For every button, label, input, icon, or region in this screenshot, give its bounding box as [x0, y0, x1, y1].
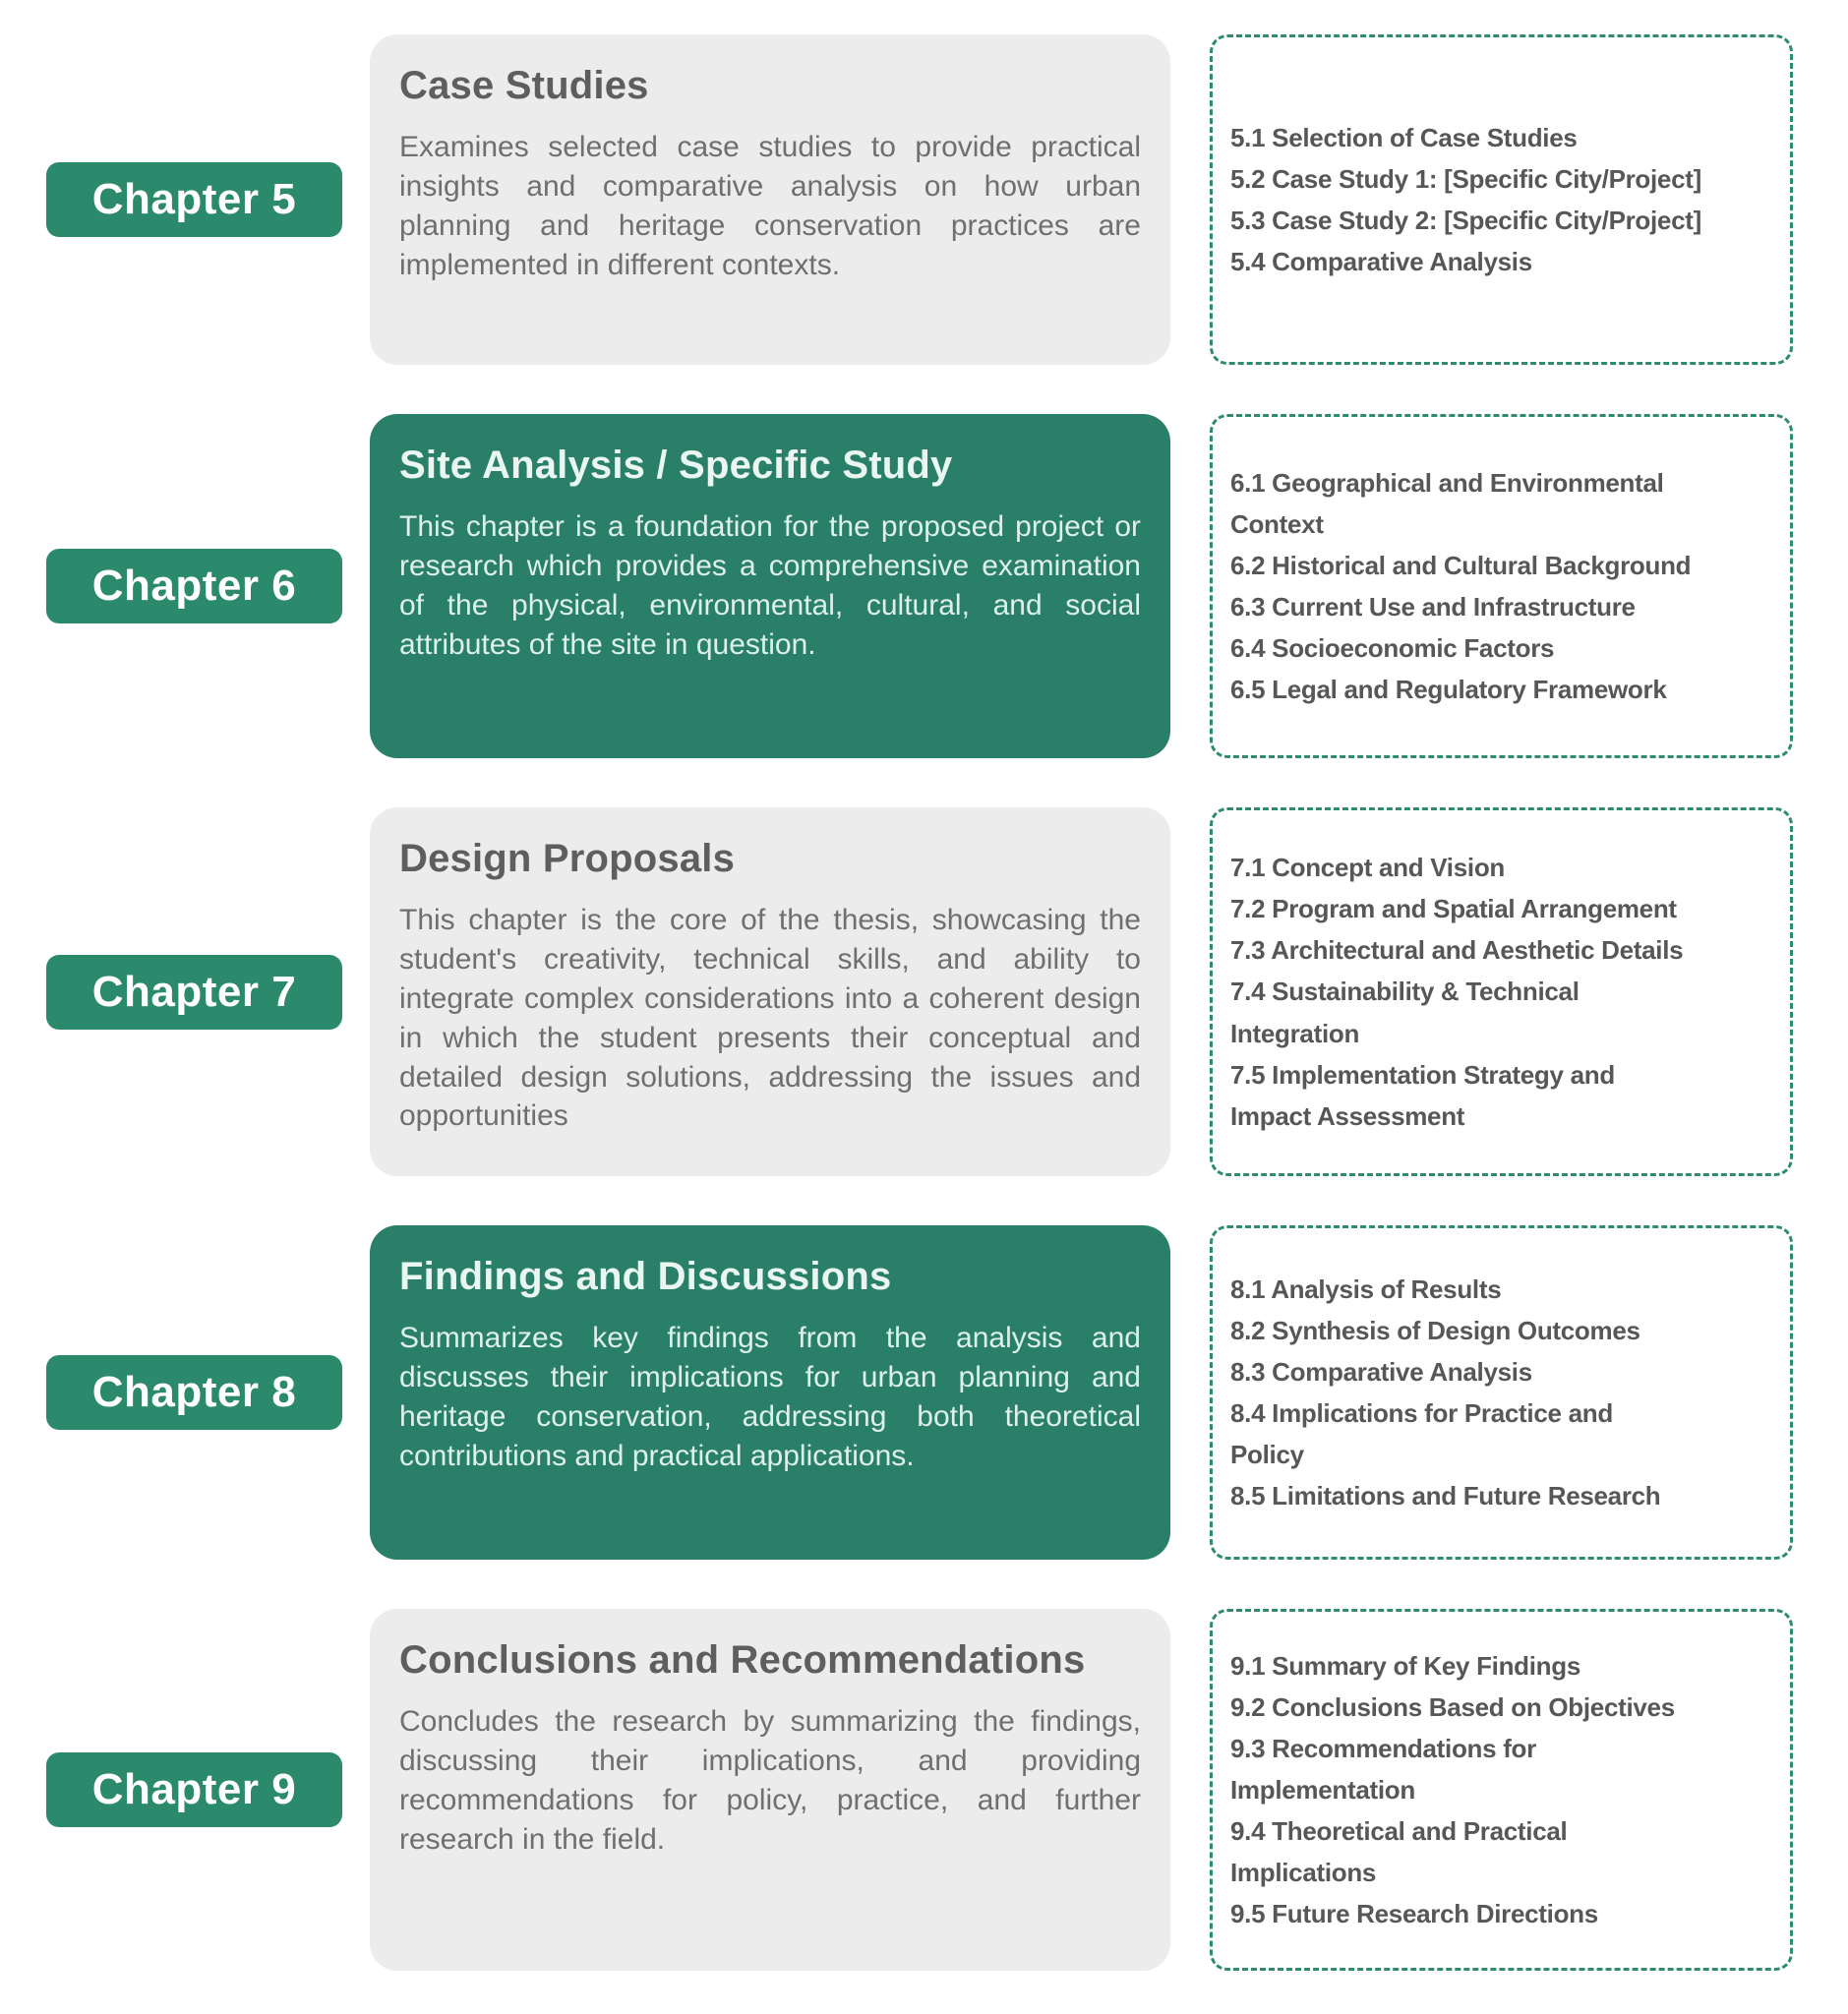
chapter-9-card: [370, 1609, 1170, 1971]
chapter-8-title: Findings and Discussions: [399, 1255, 892, 1298]
section-item: 7.5 Implementation Strategy and Impact Assessment: [1230, 1059, 1615, 1131]
chapter-5-title: Case Studies: [399, 64, 649, 107]
chapter-7-sections-column: [1210, 807, 1793, 1176]
chapter-6-badge-column: [46, 549, 370, 623]
chapter-6-card: [370, 414, 1170, 758]
section-item: 7.4 Sustainability & Technical Integration: [1230, 977, 1580, 1048]
chapter-5-sections-box: [1210, 34, 1793, 365]
chapter-8-row: [46, 1225, 1848, 1560]
chapter-7-badge: Chapter 7: [46, 955, 342, 1030]
section-item: 8.5 Limitations and Future Research: [1230, 1481, 1661, 1511]
chapter-8-description: Summarizes key findings from the analysis and discusses their implications for urban planning and heritage conservation, addressing both theoretical contributions and practical applications.: [399, 1322, 1141, 1472]
section-item: 8.2 Synthesis of Design Outcomes: [1230, 1315, 1640, 1345]
section-item: 8.4 Implications for Practice and Policy: [1230, 1398, 1613, 1470]
section-item: 6.1 Geographical and Environmental Context: [1230, 467, 1664, 539]
section-item: 8.3 Comparative Analysis: [1230, 1356, 1532, 1387]
section-item: 7.2 Program and Spatial Arrangement: [1230, 894, 1677, 924]
chapter-5-row: [46, 34, 1848, 365]
chapter-7-description: This chapter is the core of the thesis, showcasing the student's creativity, technical skills, and ability to integrate complex considerations into a coherent design in which the student presents their conceptual and detailed design solutions, addressing the issues and opportunities: [399, 904, 1141, 1133]
section-item: 9.4 Theoretical and Practical Implications: [1230, 1816, 1568, 1888]
chapter-7-row: [46, 807, 1848, 1176]
section-item: 9.3 Recommendations for Implementation: [1230, 1733, 1536, 1805]
chapter-6-sections-box: [1210, 414, 1793, 758]
section-item: 5.2 Case Study 1: [Specific City/Project]: [1230, 163, 1701, 194]
section-item: 9.2 Conclusions Based on Objectives: [1230, 1691, 1675, 1722]
section-item: 6.4 Socioeconomic Factors: [1230, 633, 1555, 664]
section-item: 7.1 Concept and Vision: [1230, 853, 1505, 883]
section-item: 7.3 Architectural and Aesthetic Details: [1230, 935, 1684, 966]
chapter-7-title: Design Proposals: [399, 837, 736, 880]
chapter-8-sections-box: [1210, 1225, 1793, 1560]
section-item: 9.1 Summary of Key Findings: [1230, 1650, 1580, 1681]
chapter-8-card: [370, 1225, 1170, 1560]
chapter-7-badge-column: [46, 955, 370, 1030]
chapter-6-sections-column: [1210, 414, 1793, 758]
section-item: 8.1 Analysis of Results: [1230, 1274, 1502, 1304]
chapter-5-badge: Chapter 5: [46, 162, 342, 237]
section-item: 6.5 Legal and Regulatory Framework: [1230, 675, 1667, 705]
section-item: 6.3 Current Use and Infrastructure: [1230, 592, 1636, 622]
chapter-7-card: [370, 807, 1170, 1176]
chapter-9-description: Concludes the research by summarizing the findings, discussing their implications, and providing recommendations for policy, practice, and further research in the field.: [399, 1705, 1141, 1856]
section-item: 5.1 Selection of Case Studies: [1230, 122, 1578, 152]
chapter-7-sections-box: [1210, 807, 1793, 1176]
chapter-8-sections-column: [1210, 1225, 1793, 1560]
chapter-9-badge-column: [46, 1752, 370, 1827]
section-item: 5.4 Comparative Analysis: [1230, 247, 1532, 277]
chapter-6-row: [46, 414, 1848, 758]
chapter-6-badge: Chapter 6: [46, 549, 342, 623]
chapter-9-badge: Chapter 9: [46, 1752, 342, 1827]
chapter-5-sections-column: [1210, 34, 1793, 365]
chapter-5-badge-column: [46, 162, 370, 237]
section-item: 5.3 Case Study 2: [Specific City/Project]: [1230, 206, 1701, 235]
chapter-8-badge-column: [46, 1355, 370, 1430]
chapter-9-title: Conclusions and Recommendations: [399, 1638, 1086, 1682]
section-item: 9.5 Future Research Directions: [1230, 1899, 1598, 1929]
chapter-5-card: [370, 34, 1170, 365]
chapter-9-sections-box: [1210, 1609, 1793, 1971]
section-item: 6.2 Historical and Cultural Background: [1230, 550, 1692, 580]
chapter-5-description: Examines selected case studies to provide practical insights and comparative analysis on how urban planning and heritage conservation practices are implemented in different contexts.: [399, 131, 1141, 281]
chapter-6-title: Site Analysis / Specific Study: [399, 444, 953, 487]
chapter-8-badge: Chapter 8: [46, 1355, 342, 1430]
chapter-9-sections-column: [1210, 1609, 1793, 1971]
chapter-9-row: [46, 1609, 1848, 1971]
chapter-6-description: This chapter is a foundation for the proposed project or research which provides a comprehensive examination of the physical, environmental, cultural, and social attributes of the site in question.: [399, 510, 1141, 661]
